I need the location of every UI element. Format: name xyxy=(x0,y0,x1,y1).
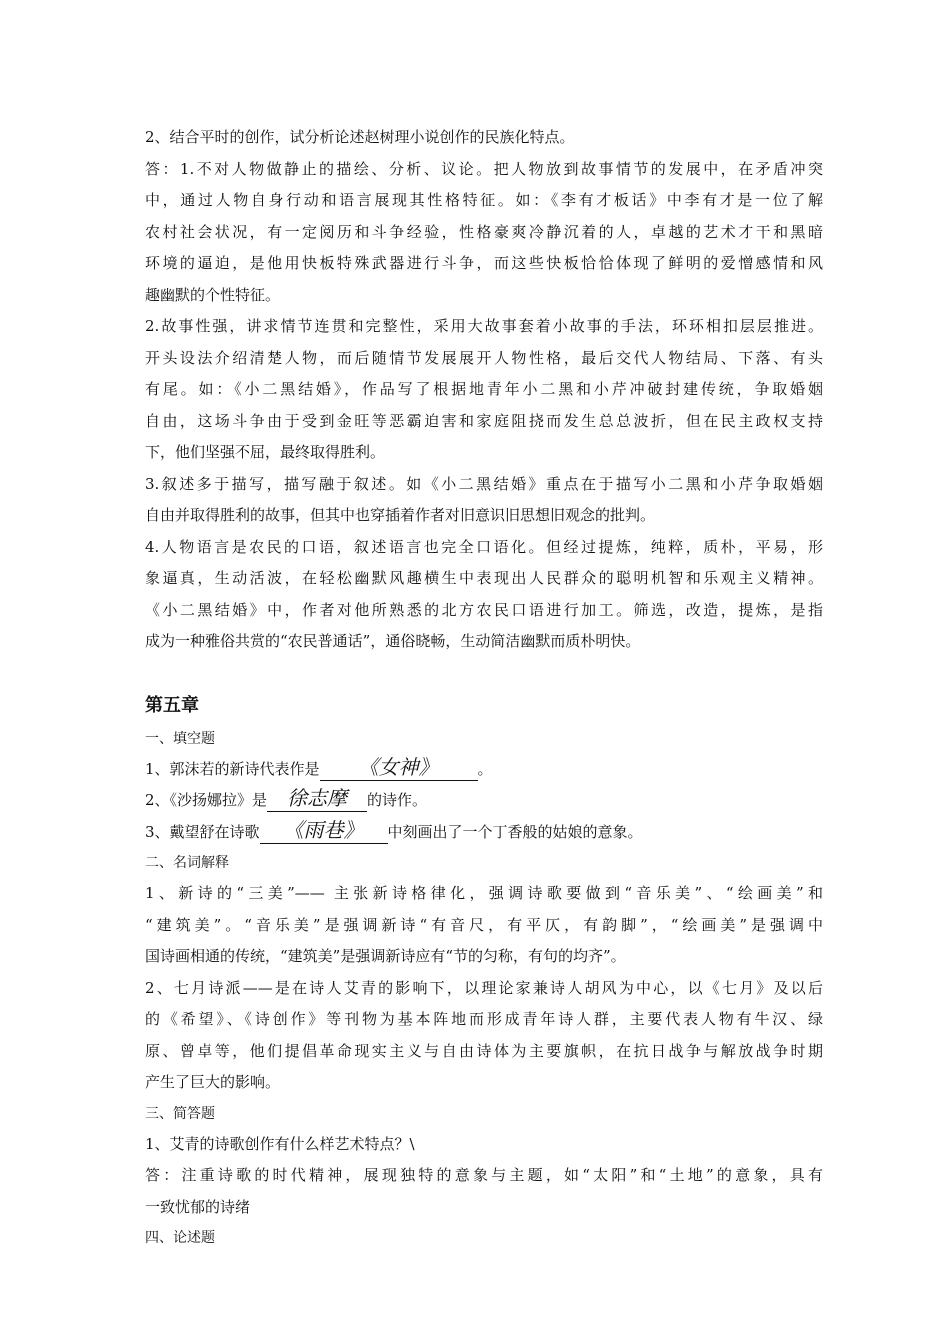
handwritten-answer: 《女神》 xyxy=(358,754,439,779)
handwritten-answer: 徐志摩 xyxy=(287,786,348,810)
answer-line: 环境的逼迫，是他用快板特殊武器进行斗争，而这些快板恰恰体现了鲜明的爱憎感情和风 xyxy=(145,254,823,272)
answer-line: 自由并取得胜利的故事，但其中也穿插着作者对旧意识旧思想旧观念的批判。 xyxy=(145,506,656,524)
section-gap xyxy=(145,658,823,688)
answer-line: 4.人物语言是农民的口语，叙述语言也完全口语化。但经过提炼，纯粹，质朴，平易，形 xyxy=(145,537,823,556)
term-line: 的《希望》、《诗创作》等刊物为基本阵地而形成青年诗人群，主要代表人物有牛汉、绿 xyxy=(145,1010,823,1028)
question-text: 2、《沙扬娜拉》是 xyxy=(145,791,268,809)
term-line: 国诗画相通的传统，“建筑美”是强调新诗应有“节的匀称，有句的均齐”。 xyxy=(145,947,626,965)
answer-line: 成为一种雅俗共赏的“农民普通话”，通俗晓畅，生动简洁幽默而质朴明快。 xyxy=(145,632,641,650)
answer-line: 3.叙述多于描写，描写融于叙述。如《小二黑结婚》重点在于描写小二黑和小芹争取婚姻 xyxy=(145,474,823,493)
section-heading-terms: 二、名词解释 xyxy=(145,855,229,871)
short-answer-line: 答：注重诗歌的时代精神，展现独特的意象与主题，如“太阳”和“土地”的意象，具有 xyxy=(145,1166,823,1184)
answer-line: 答：1.不对人物做静止的描绘、分析、议论。把人物放到故事情节的发展中，在矛盾冲突 xyxy=(145,159,823,178)
term-line: 产生了巨大的影响。 xyxy=(145,1073,281,1091)
answer-line: 下，他们坚强不屈，最终取得胜利。 xyxy=(145,443,386,461)
answer-line: 象逼真，生动活波，在轻松幽默风趣横生中表现出人民群众的聪明机智和乐观主义精神。 xyxy=(145,569,823,587)
answer-line: 有尾。如：《小二黑结婚》，作品写了根据地青年小二黑和小芹冲破封建传统，争取婚姻 xyxy=(145,380,823,398)
section-heading-short: 三、简答题 xyxy=(145,1105,215,1122)
question-text: 3、戴望舒在诗歌 xyxy=(145,822,260,841)
term-line: 原、曾卓等，他们提倡革命现实主义与自由诗体为主要旗帜，在抗日战争与解放战争时期 xyxy=(145,1041,823,1060)
fill-question-3 xyxy=(145,817,823,849)
answer-line: 《小二黑结婚》中，作者对他所熟悉的北方农民口语进行加工。筛选，改造，提炼，是指 xyxy=(145,600,823,619)
term-line: 1、新诗的“三美”—— 主张新诗格律化，强调诗歌要做到“音乐美”、“绘画美”和 xyxy=(145,884,823,902)
essay-question: 2、结合平时的创作，试分析论述赵树理小说创作的民族化特点。 xyxy=(145,128,575,146)
question-text: 。 xyxy=(477,759,493,778)
chapter-title: 第五章 xyxy=(145,694,199,716)
answer-line: 开头设法介绍清楚人物，而后随情节发展展开人物性格，最后交代人物结局、下落、有头 xyxy=(145,348,823,367)
answer-line: 自由，这场斗争由于受到金旺等恶霸迫害和家庭阻挠而发生总总波折，但在民主政权支持 xyxy=(145,411,823,430)
question-text: 中刻画出了一个丁香般的姑娘的意象。 xyxy=(387,822,643,841)
answer-line: 农村社会状况，有一定阅历和斗争经验，性格豪爽冷静沉着的人，卓越的艺术才干和黑暗 xyxy=(145,222,823,241)
short-question: 1、艾青的诗歌创作有什么样艺术特点？\ xyxy=(145,1134,415,1153)
question-text: 1、郭沫若的新诗代表作是 xyxy=(145,759,320,778)
answer-line: 趣幽默的个性特征。 xyxy=(145,285,281,304)
answer-blank xyxy=(260,819,388,844)
answer-blank xyxy=(320,756,478,781)
question-text: 的诗作。 xyxy=(367,791,428,809)
short-answer-line: 一致忧郁的诗绪 xyxy=(145,1197,251,1216)
document-body xyxy=(145,122,823,1253)
answer-blank xyxy=(267,787,367,812)
section-heading-essay: 四、论述题 xyxy=(145,1230,215,1246)
term-line: 2、七月诗派——是在诗人艾青的影响下，以理论家兼诗人胡风为中心，以《七月》及以后 xyxy=(145,978,823,997)
fill-question-2 xyxy=(145,785,823,817)
term-line: “建筑美”。“音乐美”是强调新诗“有音尺，有平仄，有韵脚”，“绘画美”是强调中 xyxy=(145,915,823,934)
answer-line: 中，通过人物自身行动和语言展现其性格特征。如：《李有才板话》中李有才是一位了解 xyxy=(145,191,823,209)
fill-question-1 xyxy=(145,754,823,786)
answer-line: 2.故事性强，讲求情节连贯和完整性，采用大故事套着小故事的手法，环环相扣层层推进。 xyxy=(145,317,823,335)
section-heading-fill: 一、填空题 xyxy=(145,730,215,747)
handwritten-answer: 《雨巷》 xyxy=(283,817,364,842)
